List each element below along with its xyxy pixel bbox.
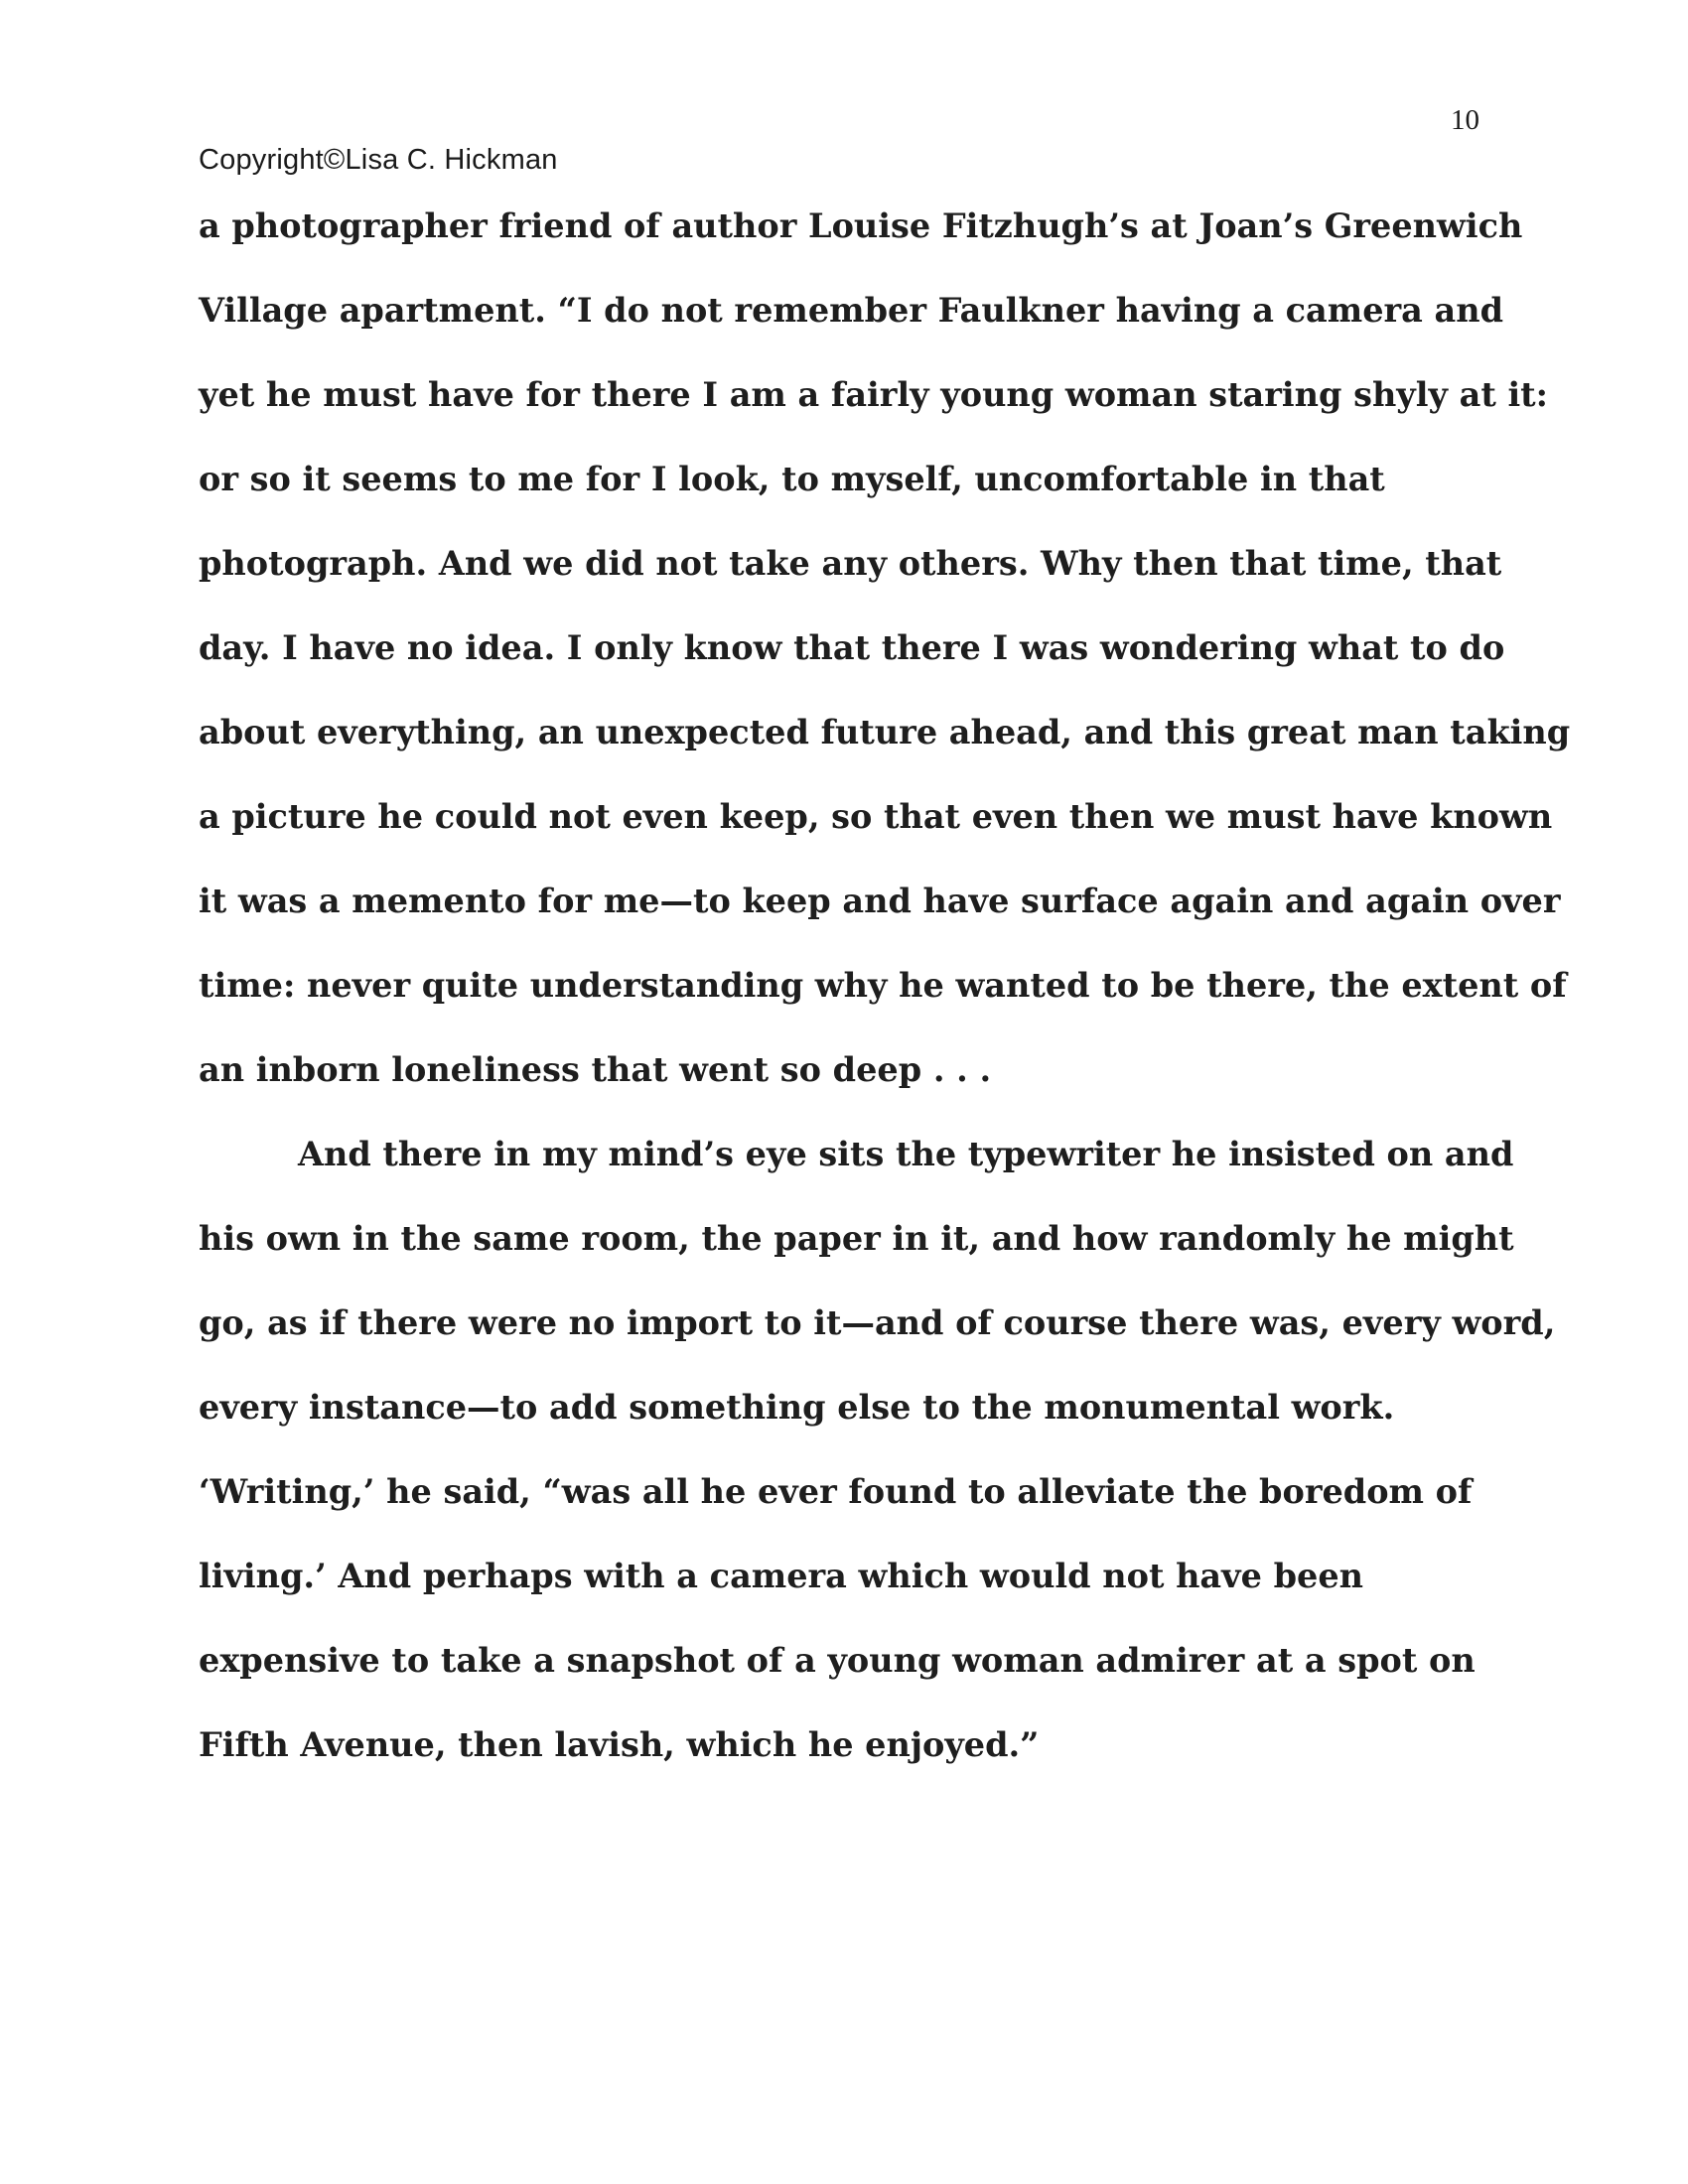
text-line: day. I have no idea. I only know that there I was wondering what to do bbox=[199, 628, 1505, 667]
page-number: 10 bbox=[1451, 104, 1479, 136]
text-line: every instance—to add something else to the monumental work. bbox=[199, 1388, 1395, 1427]
text-line: a photographer friend of author Louise Fitzhugh’s at Joan’s Greenwich bbox=[199, 206, 1523, 245]
text-line: Fifth Avenue, then lavish, which he enjoyed.” bbox=[199, 1725, 1040, 1764]
text-line: go, as if there were no import to it—and of course there was, every word, bbox=[199, 1303, 1556, 1342]
text-line: expensive to take a snapshot of a young woman admirer at a spot on bbox=[199, 1641, 1476, 1680]
text-line: Village apartment. “I do not remember Faulkner having a camera and bbox=[199, 291, 1504, 330]
text-line: an inborn loneliness that went so deep . . . bbox=[199, 1050, 992, 1089]
text-line: time: never quite understanding why he wanted to be there, the extent of bbox=[199, 966, 1567, 1005]
text-line: a picture he could not even keep, so that even then we must have known bbox=[199, 797, 1553, 836]
text-line: his own in the same room, the paper in it, and how randomly he might bbox=[199, 1219, 1514, 1258]
copyright-notice: Copyright©Lisa C. Hickman bbox=[199, 144, 558, 176]
text-line: about everything, an unexpected future ahead, and this great man taking bbox=[199, 713, 1571, 751]
text-line: photograph. And we did not take any others. Why then that time, that bbox=[199, 544, 1502, 583]
text-line: or so it seems to me for I look, to myself, uncomfortable in that bbox=[199, 460, 1385, 498]
text-line: ‘Writing,’ he said, “was all he ever found to alleviate the boredom of bbox=[199, 1472, 1473, 1511]
text-line: living.’ And perhaps with a camera which would not have been bbox=[199, 1557, 1363, 1595]
text-line: yet he must have for there I am a fairly young woman staring shyly at it: bbox=[199, 375, 1549, 414]
body-text bbox=[199, 184, 1571, 1787]
text-line: it was a memento for me—to keep and have surface again and again over bbox=[199, 882, 1561, 920]
paragraph-start-line: And there in my mind’s eye sits the typewriter he insisted on and bbox=[298, 1135, 1514, 1173]
